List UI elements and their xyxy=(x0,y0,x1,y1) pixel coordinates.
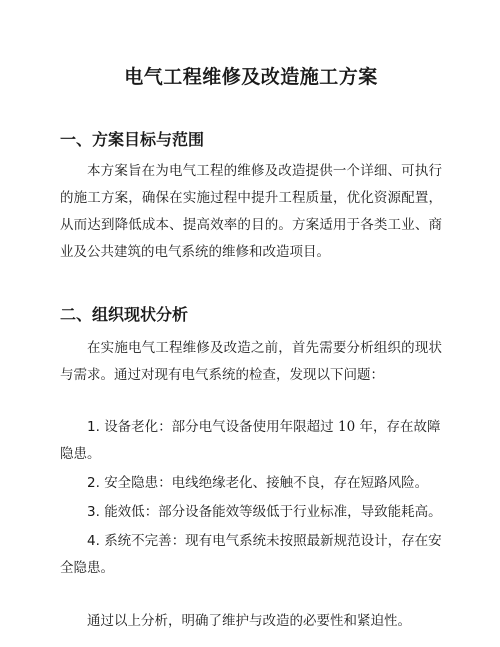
issue-number: 4. xyxy=(87,533,100,549)
section-paragraph-org-status: 在实施电气工程维修及改造之前，首先需要分析组织的现状与需求。通过对现有电气系统的检查，发现以下问题： xyxy=(60,340,442,383)
issue-item xyxy=(60,414,442,468)
conclusion-paragraph: 通过以上分析，明确了维护与改造的必要性和紧迫性。 xyxy=(87,613,411,629)
issue-list xyxy=(60,414,442,582)
issue-number: 3. xyxy=(87,504,100,520)
issue-item xyxy=(60,470,442,497)
issue-number: 2. xyxy=(87,475,100,491)
issue-text: ：部分电气设备使用年限超过 10 年，存在故障隐患。 xyxy=(60,419,441,462)
document-title: 电气工程维修及改造施工方案 xyxy=(124,66,378,88)
section-heading-org-status: 二、组织现状分析 xyxy=(60,305,189,324)
issue-key: 安全隐患 xyxy=(104,475,159,491)
issue-item xyxy=(60,528,442,582)
issue-key: 能效低 xyxy=(104,504,145,520)
issue-item xyxy=(60,499,442,526)
section-heading-goals-scope: 一、方案目标与范围 xyxy=(60,130,205,149)
issue-key: 系统不完善 xyxy=(104,533,172,549)
issue-number: 1. xyxy=(87,419,100,435)
issue-text: ：电线绝缘老化、接触不良，存在短路风险。 xyxy=(158,475,429,491)
issue-text: ：现有电气系统未按照最新规范设计，存在安全隐患。 xyxy=(60,533,442,576)
section-paragraph-goals-scope: 本方案旨在为电气工程的维修及改造提供一个详细、可执行的施工方案，确保在实施过程中提升工程质量，优化资源配置，从而达到降低成本、提高效率的目的。方案适用于各类工业、商业及公共建筑的电气系统的维修和改造项目。 xyxy=(60,163,442,260)
issue-key: 设备老化 xyxy=(104,419,159,435)
issue-text: ：部分设备能效等级低于行业标准，导致能耗高。 xyxy=(144,504,442,520)
